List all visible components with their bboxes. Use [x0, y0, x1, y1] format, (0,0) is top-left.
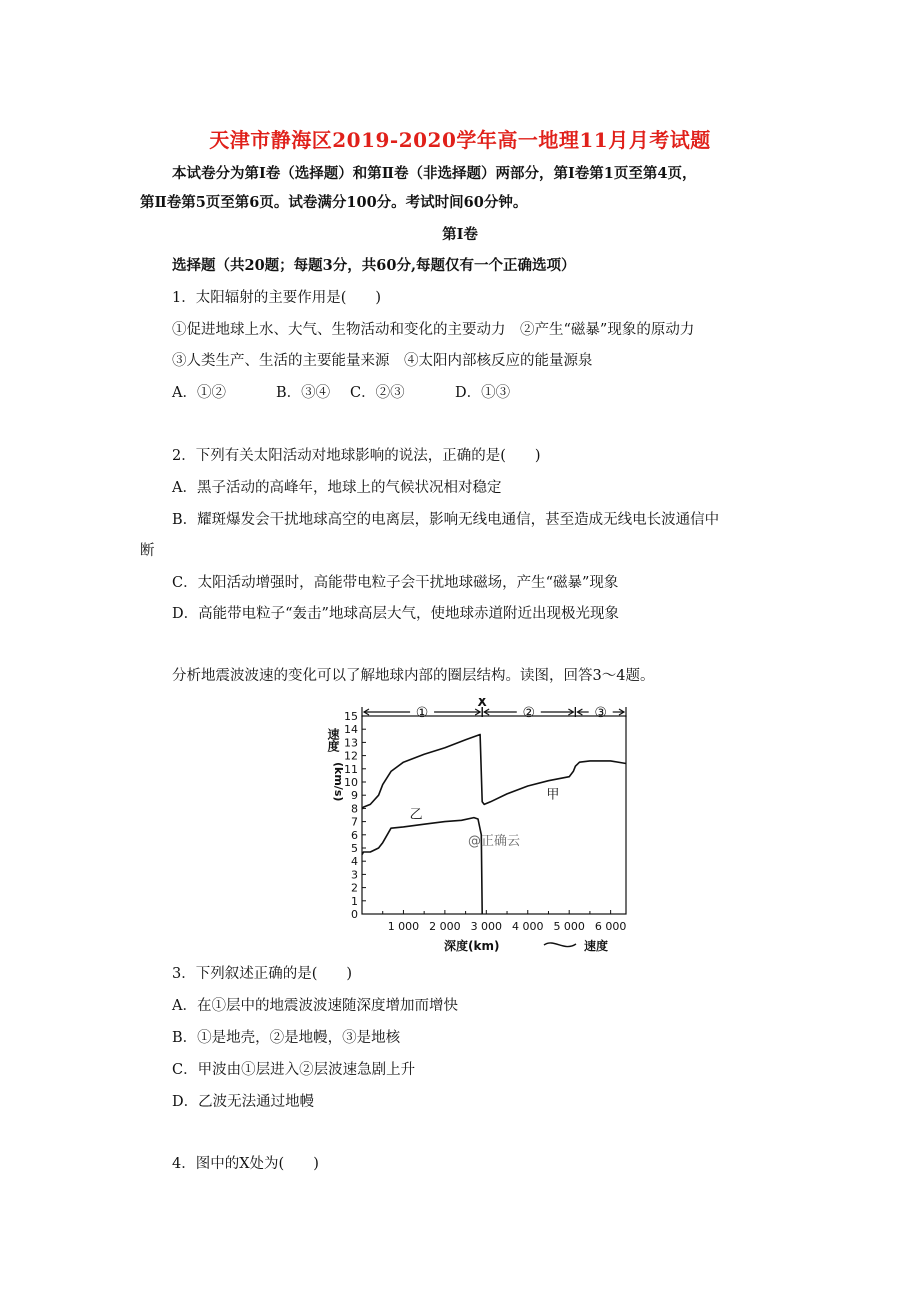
legend-line: [544, 943, 576, 947]
x-tick-label: 1 000: [387, 920, 420, 933]
layer-label-x: X: [477, 698, 487, 709]
x-tick-label: 4 000: [512, 920, 544, 933]
watermark: @正确云: [468, 834, 521, 849]
y-tick-label: 6: [351, 828, 358, 842]
series-line-yi: [362, 818, 482, 914]
x-tick-label: 5 000: [553, 920, 585, 933]
q2-option-b-continued: 断: [140, 543, 155, 559]
y-tick-label: 15: [344, 710, 358, 723]
x-tick-label: 2 000: [429, 920, 461, 933]
x-tick-label: 3 000: [470, 920, 503, 933]
x-axis-label: 深度(km): [444, 939, 500, 953]
series-label-yi: 乙: [409, 807, 423, 823]
y-tick-label: 10: [344, 776, 358, 789]
y-tick-label: 0: [351, 908, 358, 921]
page-title: 天津市静海区2019-2020学年高一地理11月月考试题: [209, 128, 711, 152]
q3-stem: 3．下列叙述正确的是( ): [172, 966, 353, 982]
y-tick-label: 5: [351, 842, 358, 855]
q2-option-c: C．太阳活动增强时，高能带电粒子会干扰地球磁场，产生“磁暴”现象: [172, 575, 619, 591]
layer-label: ①: [415, 705, 429, 721]
q1-answer-c: C．②③: [350, 385, 405, 401]
q1-answer-a: A．①②: [172, 385, 226, 401]
y-tick-label: 8: [351, 802, 358, 816]
y-axis-label-char-1: 速度: [326, 728, 340, 752]
y-tick-label: 11: [344, 762, 358, 776]
q4-stem: 4．图中的X处为( ): [172, 1156, 319, 1172]
y-tick-label: 14: [344, 723, 358, 737]
plot-frame: [362, 716, 626, 914]
q2-stem: 2．下列有关太阳活动对地球影响的说法，正确的是( ): [172, 448, 541, 464]
q2-option-d: D．高能带电粒子“轰击”地球高层大气，使地球赤道附近出现极光现象: [172, 606, 619, 622]
q1-options-line-1: ①促进地球上水、大气、生物活动和变化的主要动力 ②产生“磁暴”现象的原动力: [172, 322, 695, 338]
y-tick-label: 2: [351, 881, 358, 895]
legend-label: 速度: [584, 939, 609, 953]
y-axis-unit: (km/s): [332, 762, 345, 802]
q1-answer-d: D．①③: [455, 385, 511, 401]
x-tick-label: 6 000: [594, 920, 627, 933]
layer-label: ②: [522, 705, 536, 721]
y-tick-label: 13: [344, 736, 358, 750]
q1-answer-b: B．③④: [276, 385, 331, 401]
layer-label: ③: [594, 705, 607, 721]
seismic-wave-chart: [326, 698, 636, 956]
y-tick-label: 9: [351, 789, 358, 803]
intro-line-1: 本试卷分为第Ⅰ卷（选择题）和第Ⅱ卷（非选择题）两部分，第Ⅰ卷第1页至第4页，: [172, 165, 697, 182]
intro-line-2: 第Ⅱ卷第5页至第6页。试卷满分100分。考试时间60分钟。: [140, 194, 528, 211]
series-label-jia: 甲: [546, 787, 560, 803]
q3-option-a: A．在①层中的地震波波速随深度增加而增快: [172, 998, 458, 1014]
y-tick-label: 12: [344, 749, 358, 763]
q3-option-b: B．①是地壳，②是地幔，③是地核: [172, 1030, 401, 1046]
q3-option-d: D．乙波无法通过地幔: [172, 1094, 315, 1110]
layer-bar: [362, 698, 626, 721]
y-tick-label: 1: [351, 894, 358, 908]
series-line-jia: [362, 735, 626, 809]
figure-intro: 分析地震波波速的变化可以了解地球内部的圈层结构。读图，回答3～4题。: [172, 668, 655, 684]
q2-option-b: B．耀斑爆发会干扰地球高空的电离层，影响无线电通信，甚至造成无线电长波通信中: [172, 512, 720, 528]
q1-stem: 1．太阳辐射的主要作用是( ): [172, 290, 382, 306]
y-tick-label: 3: [351, 868, 358, 882]
y-tick-label: 7: [351, 815, 358, 829]
q1-options-line-2: ③人类生产、生活的主要能量来源 ④太阳内部核反应的能量源泉: [172, 353, 593, 369]
q2-option-a: A．黑子活动的高峰年，地球上的气候状况相对稳定: [172, 480, 502, 496]
y-tick-label: 4: [351, 855, 358, 869]
q3-option-c: C．甲波由①层进入②层波速急剧上升: [172, 1062, 416, 1078]
section-title: 第Ⅰ卷: [442, 226, 478, 243]
section-instructions: 选择题（共20题；每题3分，共60分,每题仅有一个正确选项）: [172, 257, 576, 274]
